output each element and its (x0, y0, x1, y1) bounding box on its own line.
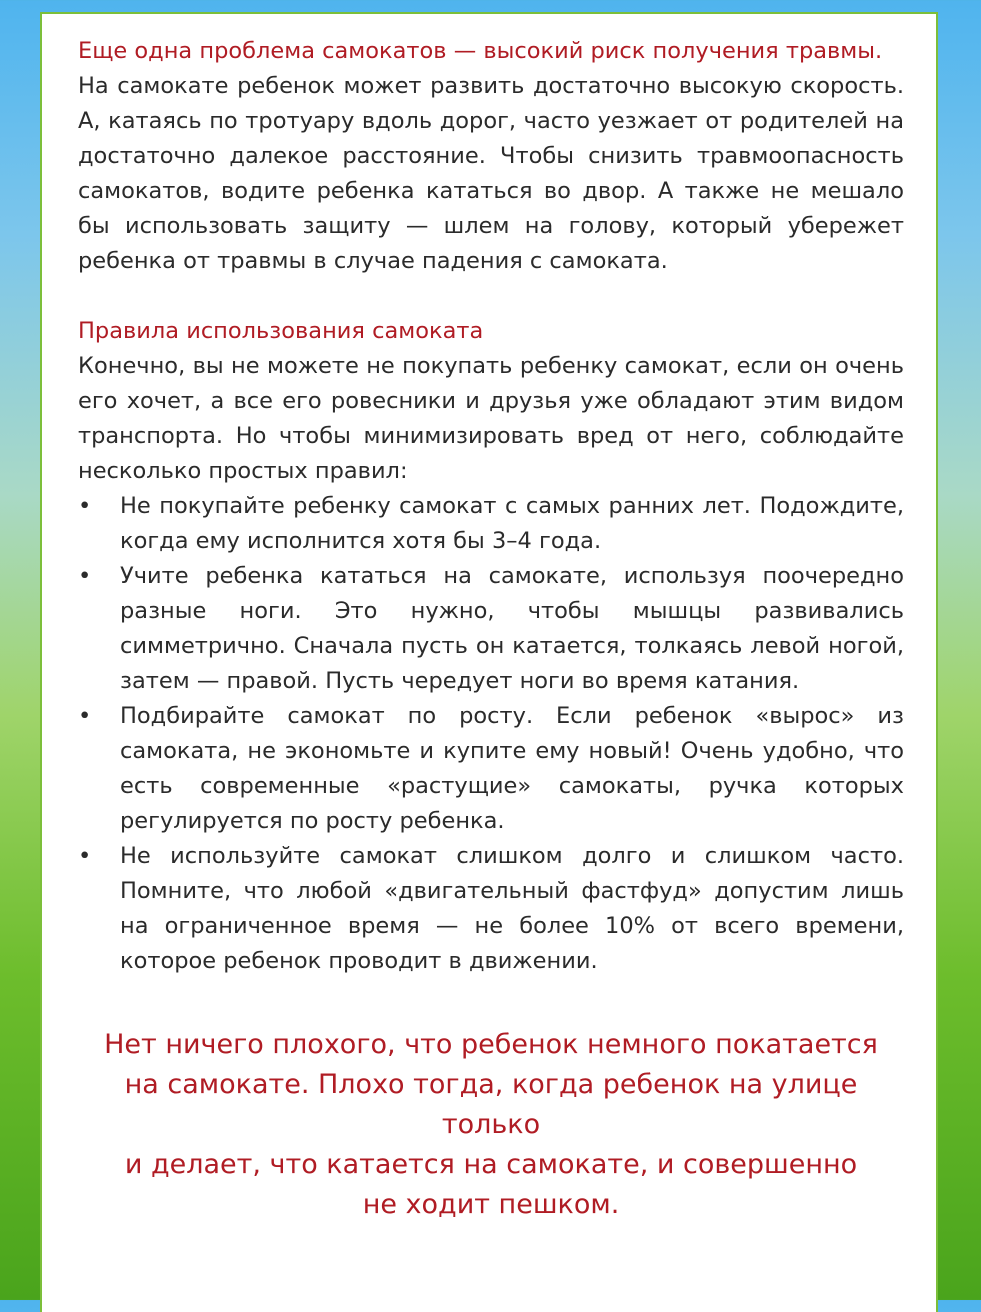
conclusion-line: на самокате. Плохо тогда, когда ребенок на улице только (124, 1069, 858, 1140)
rule-text: Учите ребенка кататься на самокате, используя поочередно разные ноги. Это нужно, чтобы мышцы развивались симметрично. Сначала пусть он катается, толкаясь левой ногой, затем — правой. Пусть чередует ноги во время катания. (120, 563, 904, 694)
bullet-icon: • (78, 843, 92, 869)
rule-text: Не покупайте ребенку самокат с самых ранних лет. Подождите, когда ему исполнится хотя бы 3–4 года. (120, 493, 904, 554)
document-page (40, 12, 938, 1312)
bullet-icon: • (78, 493, 92, 519)
rules-list (78, 489, 904, 979)
conclusion-line: и делает, что катается на самокате, и совершенно (124, 1149, 858, 1180)
rule-item (78, 839, 904, 979)
bullet-icon: • (78, 703, 92, 729)
section-heading-usage-rules: Правила использования самоката (78, 318, 484, 344)
conclusion-line: не ходит пешком. (362, 1189, 620, 1220)
rule-item (78, 489, 904, 559)
rule-text: Подбирайте самокат по росту. Если ребенок «вырос» из самоката, не экономьте и купите ему новый! Очень удобно, что есть современные «растущие» самокаты, ручка которых регулируется по росту ребенка. (120, 703, 904, 834)
rule-item (78, 699, 904, 839)
injury-risk-paragraph: На самокате ребенок может развить достаточно высокую скорость. А, катаясь по тротуару вдоль дорог, часто уезжает от родителей на достаточно далекое расстояние. Чтобы снизить травмоопасность самокатов, водите ребенка кататься во двор. А также не мешало бы использовать защиту — шлем на голову, который убережет ребенка от травмы в случае падения с самоката. (78, 73, 904, 274)
section-heading-injury-risk: Еще одна проблема самокатов — высокий риск получения травмы. (78, 38, 883, 64)
section-spacer (78, 279, 904, 314)
conclusion-block (78, 1025, 904, 1225)
document-content (78, 34, 904, 1225)
bullet-icon: • (78, 563, 92, 589)
rule-text: Не используйте самокат слишком долго и слишком часто. Помните, что любой «двигательный фастфуд» допустим лишь на ограниченное время — не более 10% от всего времени, которое ребенок проводит в движении. (120, 843, 904, 974)
usage-rules-intro: Конечно, вы не можете не покупать ребенку самокат, если он очень его хочет, а все его ровесники и друзья уже обладают этим видом транспорта. Но чтобы минимизировать вред от него, соблюдайте несколько простых правил: (78, 353, 904, 484)
rule-item (78, 559, 904, 699)
conclusion-line: Нет ничего плохого, что ребенок немного покатается (104, 1029, 878, 1060)
